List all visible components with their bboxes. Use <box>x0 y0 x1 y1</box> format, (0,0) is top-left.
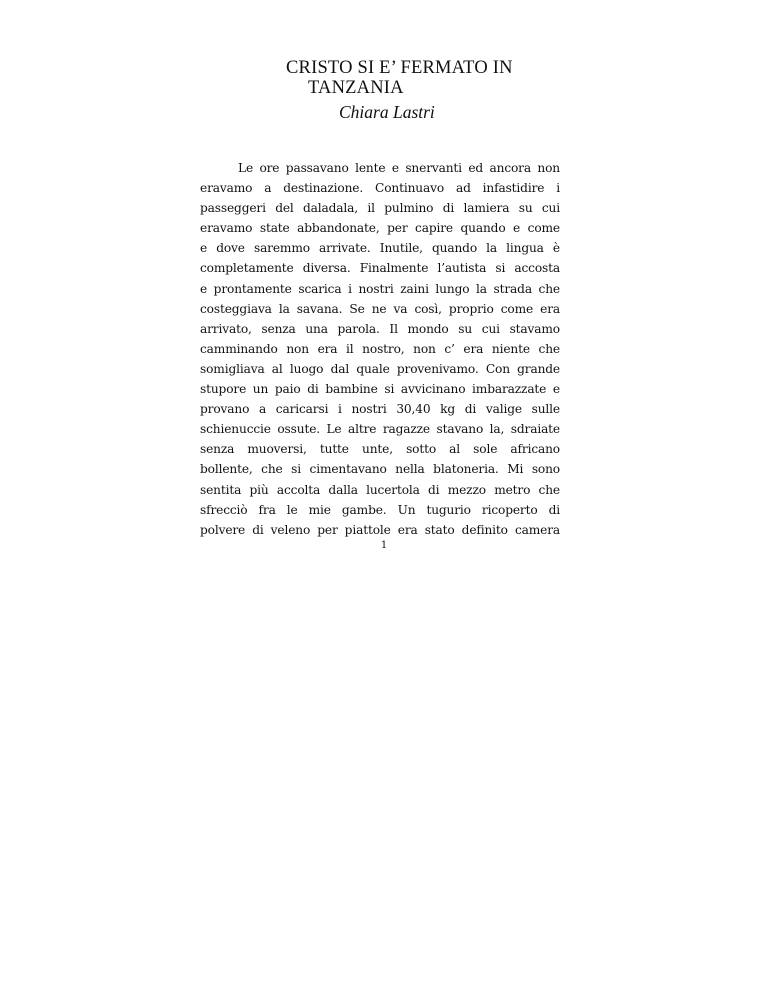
paragraph-line: arrivato, senza una parola. Il mondo su cui stavamo <box>200 321 560 336</box>
title-line-1: CRISTO SI E’ FERMATO IN <box>286 58 513 78</box>
paragraph-line: costeggiava la savana. Se ne va così, proprio come era <box>200 301 560 316</box>
paragraph-line: eravamo state abbandonate, per capire quando e come <box>200 221 560 236</box>
paragraph-line: bollente, che si cimentavano nella blatoneria. Mi sono <box>200 462 560 477</box>
paragraph-line: sentita più accolta dalla lucertola di mezzo metro che <box>200 482 560 497</box>
paragraph-line: Le ore passavano lente e snervanti ed ancora non <box>238 161 560 175</box>
paragraph-line: e dove saremmo arrivate. Inutile, quando la lingua è <box>200 241 560 256</box>
author-name: Chiara Lastri <box>339 102 435 122</box>
paragraph-line: sfrecciò fra le mie gambe. Un tugurio ricoperto di <box>200 502 560 517</box>
paragraph-line: eravamo a destinazione. Continuavo ad infastidire i <box>200 181 560 196</box>
paragraph-line: completamente diversa. Finalmente l’autista si accosta <box>200 261 560 276</box>
paragraph-line: camminando non era il nostro, non c’ era niente che <box>200 341 560 356</box>
paragraph-line: e prontamente scarica i nostri zaini lungo la strada che <box>200 281 560 296</box>
title-line-2: TANZANIA <box>308 78 404 98</box>
paragraph-line: passeggeri del daladala, il pulmino di lamiera su cui <box>200 201 560 216</box>
paragraph-line: polvere di veleno per piattole era stato definito camera <box>200 522 560 537</box>
paragraph-line: somigliava al luogo dal quale provenivamo. Con grande <box>200 361 560 376</box>
paragraph-line: schienuccie ossute. Le altre ragazze stavano la, sdraiate <box>200 422 560 437</box>
document-title <box>286 58 556 98</box>
paragraph-line: provano a caricarsi i nostri 30,40 kg di valige sulle <box>200 402 560 417</box>
body-paragraph <box>200 158 560 540</box>
page-number: 1 <box>380 540 388 551</box>
paragraph-line: stupore un paio di bambine si avvicinano imbarazzate e <box>200 382 560 397</box>
paragraph-line: senza muoversi, tutte unte, sotto al sole africano <box>200 442 560 457</box>
